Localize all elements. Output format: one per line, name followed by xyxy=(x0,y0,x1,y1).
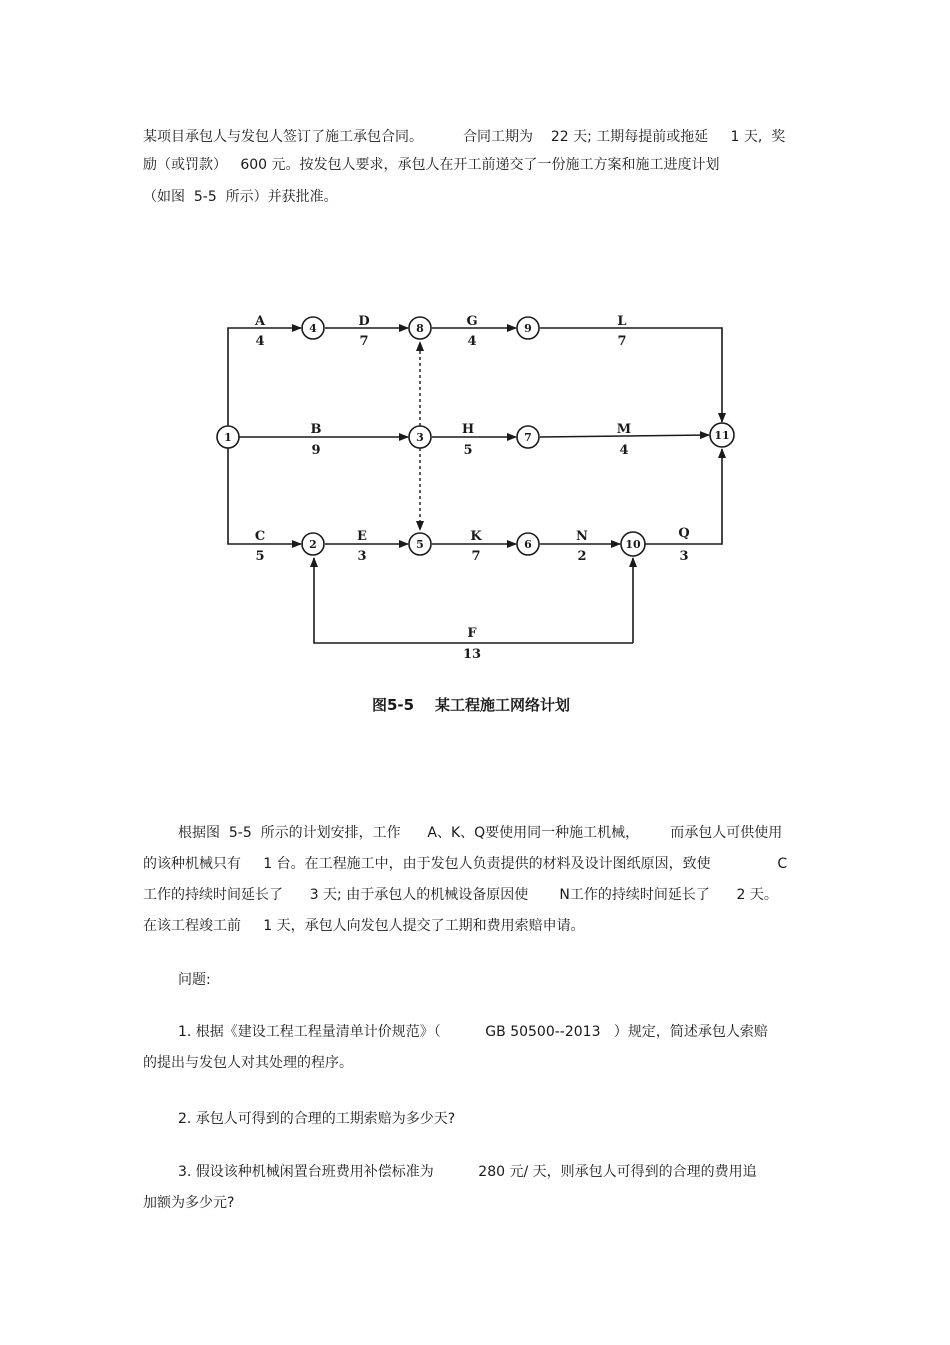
duration-Q: 3 xyxy=(679,549,689,564)
label-H: H xyxy=(461,422,475,437)
svg-text:8: 8 xyxy=(416,322,424,335)
svg-text:10: 10 xyxy=(625,538,641,551)
node-7 xyxy=(517,426,539,448)
node-5 xyxy=(409,533,431,555)
duration-N: 2 xyxy=(577,549,587,564)
svg-text:6: 6 xyxy=(524,538,532,551)
node-4 xyxy=(302,317,324,339)
svg-text:5: 5 xyxy=(416,538,424,551)
label-A: A xyxy=(254,314,266,329)
duration-H: 5 xyxy=(463,443,473,458)
label-Q: Q xyxy=(678,526,690,541)
question-3-line-1: 3. 假设该种机械闲置台班费用补偿标准为 280 元/ 天，则承包人可得到的合理的费用追 xyxy=(178,1164,757,1180)
questions-heading: 问题: xyxy=(178,972,211,988)
node-2 xyxy=(302,533,324,555)
question-2: 2. 承包人可得到的合理的工期索赔为多少天? xyxy=(178,1111,456,1127)
svg-text:2: 2 xyxy=(309,538,317,551)
para2-line-2: 的该种机械只有 1 台。在工程施工中，由于发包人负责提供的材料及设计图纸原因，致使 C xyxy=(143,856,788,872)
svg-text:11: 11 xyxy=(714,429,730,442)
node-6 xyxy=(517,533,539,555)
duration-A: 4 xyxy=(255,334,265,349)
figure-caption: 图5-5 某工程施工网络计划 xyxy=(372,696,570,714)
label-F: F xyxy=(467,626,477,641)
label-L: L xyxy=(617,314,627,329)
para2-line-3: 工作的持续时间延长了 3 天; 由于承包人的机械设备原因使 N工作的持续时间延长了 2 天。 xyxy=(143,887,778,903)
node-11 xyxy=(710,423,734,447)
intro-line-2: 励（或罚款） 600 元。按发包人要求，承包人在开工前递交了一份施工方案和施工进度计划 xyxy=(143,157,720,173)
svg-text:3: 3 xyxy=(416,431,424,444)
label-M: M xyxy=(616,422,632,437)
label-K: K xyxy=(470,529,482,544)
svg-text:1: 1 xyxy=(224,431,232,444)
para2-line-1: 根据图 5-5 所示的计划安排，工作 A、K、Q要使用同一种施工机械， 而承包人可供使用 xyxy=(178,825,783,841)
node-8 xyxy=(409,317,431,339)
duration-L: 7 xyxy=(617,334,627,349)
intro-line-1: 某项目承包人与发包人签订了施工承包合同。 合同工期为 22 天; 工期每提前或拖延 1 天, 奖 xyxy=(143,129,786,145)
para2-line-4: 在该工程竣工前 1 天，承包人向发包人提交了工期和费用索赔申请。 xyxy=(143,918,585,934)
duration-C: 5 xyxy=(255,549,265,564)
duration-B: 9 xyxy=(311,443,321,458)
svg-text:7: 7 xyxy=(524,431,532,444)
node-9 xyxy=(517,317,539,339)
arrow-L xyxy=(540,328,722,422)
duration-F: 13 xyxy=(462,647,482,662)
label-N: N xyxy=(576,529,588,544)
node-1 xyxy=(217,426,239,448)
question-3-line-2: 加额为多少元? xyxy=(143,1195,235,1211)
label-E: E xyxy=(357,529,367,544)
node-10 xyxy=(621,532,645,556)
duration-E: 3 xyxy=(357,549,367,564)
label-G: G xyxy=(466,314,478,329)
intro-line-3: （如图 5-5 所示）并获批准。 xyxy=(143,189,338,205)
duration-M: 4 xyxy=(619,443,629,458)
duration-G: 4 xyxy=(467,334,477,349)
svg-text:4: 4 xyxy=(309,322,317,335)
svg-text:9: 9 xyxy=(524,322,532,335)
label-D: D xyxy=(358,314,370,329)
question-1-line-2: 的提出与发包人对其处理的程序。 xyxy=(143,1055,353,1071)
duration-K: 7 xyxy=(471,549,481,564)
question-1-line-1: 1. 根据《建设工程工程量清单计价规范》（ GB 50500--2013 ）规定，简述承包人索赔 xyxy=(178,1024,768,1040)
node-3 xyxy=(409,426,431,448)
duration-D: 7 xyxy=(359,334,369,349)
label-C: C xyxy=(254,529,266,544)
label-B: B xyxy=(310,422,322,437)
